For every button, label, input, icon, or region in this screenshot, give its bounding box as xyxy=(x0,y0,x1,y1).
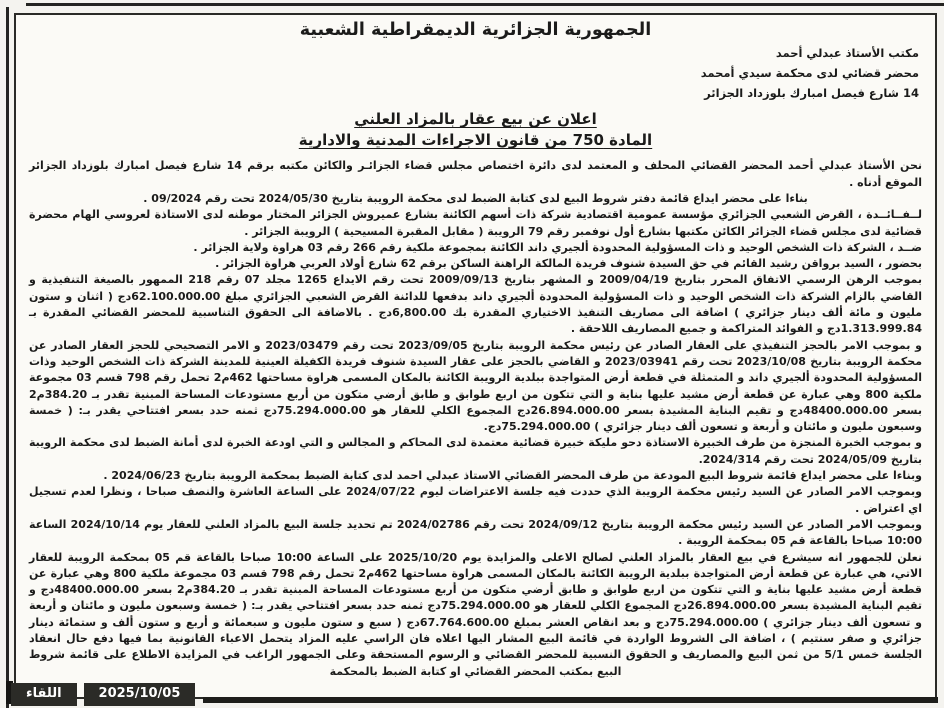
scan-edge-left xyxy=(6,7,9,708)
paragraph-mortgage: بموجب الرهن الرسمي الاتفاق المحرر بتاريخ 2009/04/19 و المشهر بتاريخ 2009/09/13 تحت رقم الايداع 1265 مجلد 07 رقم 218 الممهور بالصيغة التنفيذية و القاضي بالزام الشركة ذات الشخص الوحيد و ذات المسؤولية المحدودة ألجيري داند بدفعها للدائنة القرض الشعبي الجزائري مبلغ 62.100.000.00دج ( اثنان و ستون مليون و مائة ألف دينار جزائري ) اضافة الى مصاريف التنفيذ الاختياري المقدرة بك 6,800.00دج . بالاضافة الى الحقوق التناسبية للمحضر القضائي المقدرة بـ 1.313.999.84دج و الفوائد المتراكمة و جميع المصاريف اللاحقة . xyxy=(29,273,923,336)
announcement-subtitle: المادة 750 من قانون الاجراءات المدنية والادارية xyxy=(298,131,653,150)
announcement-body xyxy=(26,158,925,680)
paragraph-seizure-order: و بموجب الامر بالحجز التنفيذي على العقار الصادر عن رئيس محكمة الرويبة بتاريخ 2023/09/05 تحت رقم 2023/03479 و الامر التصحيحي للحجز العقار الصادر عن محكمة الرويبة بتاريخ 2023/10/08 تحت رقم 2023/03941 و القاضي بالحجز على عقار السيدة شنوف فريدة الكفيلة العينية للمدينة الشركة ذات الشخص الوحيد وذات المسؤولية المحدودة ألجيري داند و المتمثلة في قطعة أرض المتواجدة ببلدية الرويبة الكائنة بالمكان المسمى هراوة مساحتها 462م2 تحمل رقم 798 قسم 03 مجموعة ملكية 800 وهي عبارة عن قطعة أرض مشيد عليها بناية و التي تتكون من اربع طوابق و طابق أرضي متكون من أربع مستودعات المساحة المبنية تقدر بـ 384.20م2 بسعر 48400.000.00دج و تقيم البناية المشيدة بسعر 26.894.000.00دج المجموع الكلي للعقار هو 75.294.000.00دج ثمنه حدد بسعر افتتاحي يقدر بـ: ( خمسة وسبعون مليون و مائتان و أربعة و تسعون ألف دينار جزائري ) 75.294.000.00دج. xyxy=(29,338,923,434)
paragraph-against: ضــد ، الشركة ذات الشخص الوحيد و ذات المسؤولية المحدودة ألجيري داند الكائنة بمجموعة ملكية رقم 266 رقم 03 هراوة ولاية الجزائر . xyxy=(193,240,922,254)
office-name-line: مكتب الأستاذ عبدلي أحمد xyxy=(775,46,919,60)
paragraph-public-announcement: نعلن للجمهور انه سيشرع في بيع العقار بالمزاد العلني لصالح الاعلى والمزايدة يوم 2025/10/20 على الساعة 10:00 صباحا بالقاعة قم 05 بمحكمة الرويبة للعقار الاتي، هي عبارة عن قطعة أرض المتواجدة ببلدية الرويبة الكائنة بالمكان المسمى هراوة مساحتها 462م2 تحمل رقم 798 قسم 03 مجموعة ملكية 800 وهي عبارة عن قطعة أرض مشيد عليها بناية و التي تتكون من اربع طوابق و طابق أرضي متكون من أربع مستودعات المساحة المبنية تقدر بـ 384.20م2 بسعر 48400.000.00دج و تقيم البناية المشيدة بسعر 26.894.000.00دج المجموع الكلي للعقار هو 75.294.000.00دج ثمنه حدد بسعر افتتاحي يقدر بـ: ( خمسة وسبعون مليون و مائتان و أربعة و تسعون ألف دينار جزائري ) 75.294.000.00دج و بعد انقاص العشر بمبلغ 67.764.600.00دج ( سبع و ستون مليون و سبعمائة و أربع و ستون ألف و ستمائة دينار جزائري و صفر سنتيم ) ، اضافة الى الشروط الواردة في قائمة البيع المشار اليها اعلاه فان الراسي عليه المزاد يتحمل الاعباء القانونية بما فيها دفع حال انعقاد الجلسة خمس 5/1 من ثمن البيع والمصاريف و الحقوق النسبية للمحضر القضائي و الرسوم المستحقة وعلى الجمهور الراغب في المزايدة الاطلاع على قائمة شروط البيع بمكتب المحضر القضائي او كتابة الضبط بالمحكمة xyxy=(29,550,923,678)
paragraph-in-presence: بحضور ، السيد برواقن رشيد القائم في حق السيدة شنوف فريدة المالكة الراهنة الساكن برقم 62 شارع أولاد العربي هراوة الجزائر . xyxy=(215,257,922,271)
office-role-line: محضر قضائي لدى محكمة سيدي أمحمد xyxy=(700,66,919,81)
footer-stamps-row xyxy=(12,684,938,705)
bailiff-office-block xyxy=(26,43,919,103)
paragraph-conditions-deposit: وبناءا على محضر ايداع قائمة شروط البيع المودعة من طرف المحضر القضائي الاستاذ عبدلي احمد لدى كتابة الضبط بمحكمة الرويبة بتاريخ 2024/06/23 . xyxy=(103,469,922,483)
republic-title: الجمهورية الجزائرية الديمقراطية الشعبية xyxy=(299,20,652,40)
announcement-title: اعلان عن بيع عقار بالمزاد العلني xyxy=(354,110,597,129)
office-address-line: 14 شارع فيصل امبارك بلوزداد الجزائر xyxy=(704,86,919,101)
paragraph-intro: نحن الأستاذ عبدلي أحمد المحضر القضائي المحلف و المعتمد لدى دائرة اختصاص مجلس قضاء الجزائـر والكائن مكتبه برقم 14 شارع فيصل امبارك بلوزداد الجزائر الموقع أدناه . xyxy=(29,159,923,189)
paragraph-objections-order: وبموجب الامر الصادر عن السيد رئيس محكمة الرويبة الذي حددت فيه جلسة الاعتراضات ليوم 2024/07/22 على الساعة العاشرة والنصف صباحا ، ونظرا لعدم تسجيل اي اعتراض . xyxy=(29,485,922,515)
footer-label-stamp: اللقاء xyxy=(12,684,76,705)
scan-edge-top xyxy=(26,3,944,6)
paragraph-expertise: و بموجب الخبرة المنجزة من طرف الخبيرة الاستاذة دحو مليكة خبيرة قضائية معتمدة لدى المحاكم و المجالس و التي اودعة الخبرة لدى أمانة الضبط لدى محكمة الرويبة بتاريخ 2024/05/09 تحت رقم 2024/314. xyxy=(29,436,922,466)
document-frame xyxy=(14,13,937,699)
paragraph-deposit: بناءا على محضر ايداع قائمة دفتر شروط البيع لدى كتابة الضبط لدى محكمة الرويبة بتاريخ 2024/05/30 تحت رقم 09/2024 . xyxy=(143,191,808,205)
footer-rule-bar xyxy=(203,697,938,703)
footer-date-stamp: 2025/10/05 xyxy=(85,684,195,705)
paragraph-sale-session-order: وبموجب الامر الصادر عن السيد رئيس محكمة الرويبة بتاريخ 2024/09/12 تحت رقم 2024/02786 تم تحديد جلسة البيع بالمزاد العلني للعقار يوم 2024/10/14 الساعة 10:00 صباحا بالقاعة قم 05 بمحكمة الرويبة . xyxy=(29,517,922,548)
paragraph-beneficiary: لــفــائــدة ، القرض الشعبي الجزائري مؤسسة عمومية اقتصادية شركة ذات أسهم الكائنة بشارع عميروش الجزائر المختار موطنه لدى الاستاذة لعروسي الهام محضرة قضائية لدى مجلس قضاء الجزائر الكائن مكتبها بشارع أول نوفمبر رقم 79 الرويبة ( مقابل المقبرة المسيحية ) الرويبة الجزائر . xyxy=(29,208,922,238)
